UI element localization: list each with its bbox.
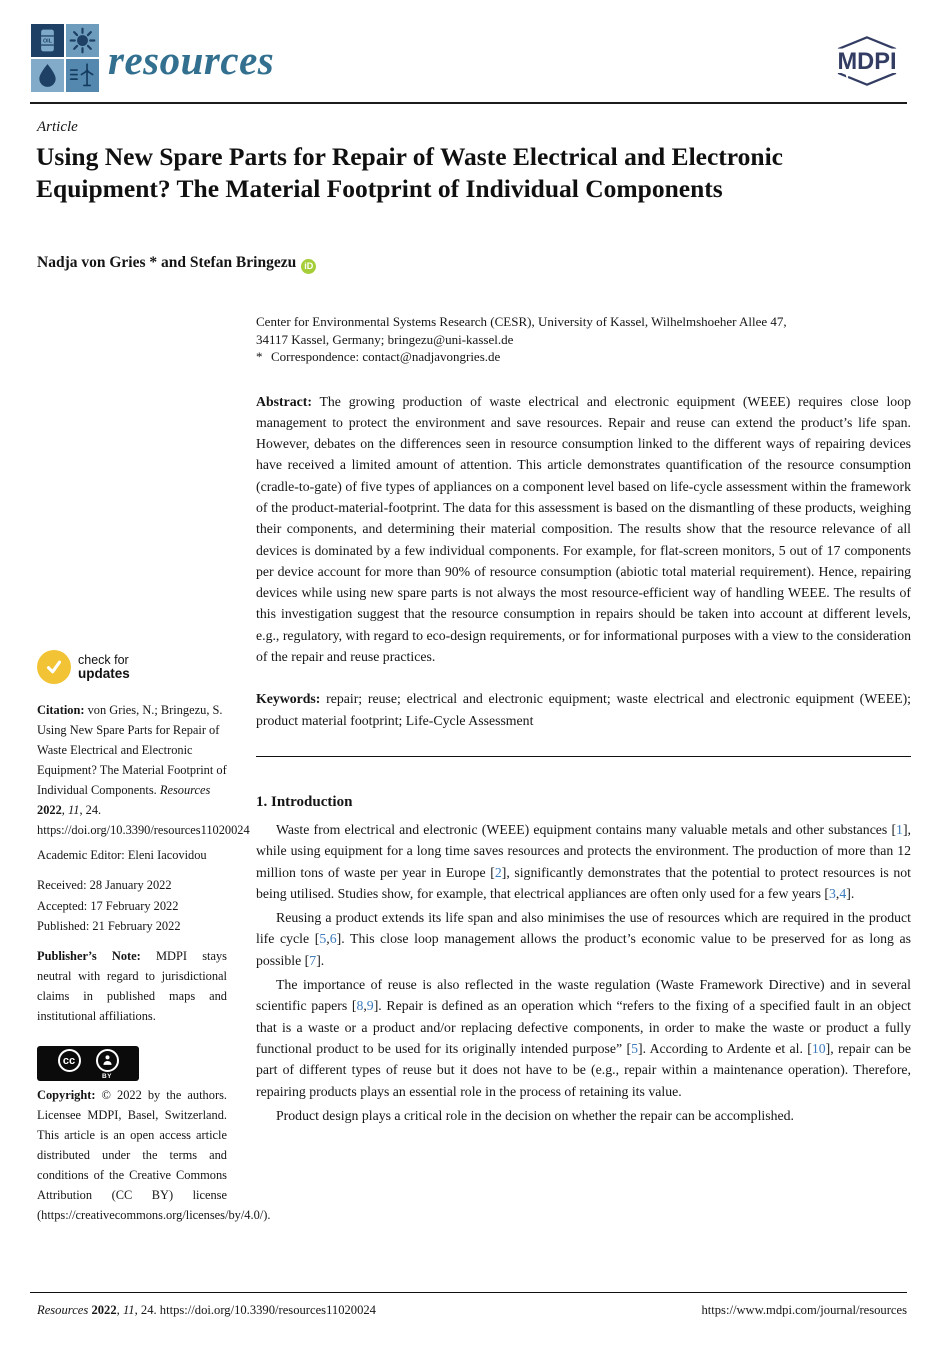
checkmark-icon — [37, 650, 71, 684]
copyright-label: Copyright: — [37, 1088, 96, 1102]
correspondence-marker: * — [256, 349, 263, 364]
affiliation-line-2: 34117 Kassel, Germany; bringezu@uni-kassel.de — [256, 331, 514, 347]
history-dates — [37, 875, 227, 937]
person-icon — [96, 1049, 119, 1072]
publishers-note-label: Publisher’s Note: — [37, 949, 141, 963]
intro-paragraph-1: Waste from electrical and electronic (WEEE) equipment contains many valuable metals and other substances [1], while using equipment for a long time saves resources and protects the environment. The production of more than 12 million tons of waste per year in Europe [2], significantly demonstrates that the potential to protect resources is not being utilised. Studies show, for example, that electrical appliances are often only used for a few years [3,4]. — [256, 821, 911, 901]
article-type-label: Article — [37, 119, 78, 135]
mdpi-logo[interactable] — [825, 32, 909, 90]
journal-name: resources — [108, 37, 275, 83]
intro-paragraph-4: Product design plays a critical role in the decision on whether the repair can be accomplished. — [276, 1107, 794, 1123]
svg-text:OIL: OIL — [42, 38, 53, 45]
footer-divider — [30, 1292, 907, 1293]
authors-line — [37, 254, 316, 274]
keywords-label: Keywords: — [256, 691, 321, 707]
copyright-block: Copyright: © 2022 by the authors. Licensee MDPI, Basel, Switzerland. This article is an open access article distributed under the terms and conditions of the Creative Commons Attribution (CC BY) license (https://creativecommons.org/licenses/by/4.0/). — [37, 1088, 271, 1222]
citation-journal: Resources — [159, 783, 211, 797]
footer-journal-url[interactable]: https://www.mdpi.com/journal/resources — [701, 1303, 907, 1317]
wind-turbine-icon — [66, 59, 99, 92]
keywords-text: repair; reuse; electrical and electronic equipment; waste electrical and electronic equipment (WEEE); product material footprint; Life-Cycle Assessment — [256, 691, 911, 728]
water-drop-icon — [31, 59, 64, 92]
oil-barrel-icon — [31, 24, 64, 57]
published-line: Published: 21 February 2022 — [37, 919, 181, 933]
sun-icon — [66, 24, 99, 57]
abstract-text: The growing production of waste electrical and electronic equipment (WEEE) requires close loop management to protect the environment and save resources. Repair and reuse can extend the product’s life span. However, debates on the differences seen in resource consumption linked to the different ways of repairing devices have received a limited amount of attention. This article demonstrates quantification of the resource consumption (cradle-to-gate) of five types of appliances on a component level based on life-cycle assessment within the framework of the product-material-footprint. The data for this assessment is based on the dismantling of these products, weighing their components, and determining their material composition. The results show that the resource relevance of all devices is dominated by a few individual components. For example, for flat-screen monitors, 5 out of 17 components per device account for more than 90% of resource consumption (abiotic total material requirement). Hence, repairing devices while using new spare parts is not always the most resource-efficient way of handling WEEE. The results of this investigation suggest that the resource consumption in repairs should be taken into account at different levels, e.g., regulatory, with regard to eco-design requirements, or for informational purposes with a view to the consideration of the repair and reuse practices. — [256, 393, 912, 665]
journal-logo[interactable] — [31, 24, 99, 92]
svg-text:MDPI: MDPI — [837, 48, 897, 75]
section-divider — [256, 756, 911, 757]
correspondence-line — [256, 348, 911, 366]
intro-paragraph-2: Reusing a product extends its life span and also minimises the use of resources which are required in the product life cycle [5,6]. This close loop management allows the product’s economic value to be preserved for as long as possible [7]. — [256, 910, 912, 968]
introduction-heading: 1. Introduction — [256, 793, 353, 810]
keywords-section — [256, 688, 911, 731]
intro-paragraph-3: The importance of reuse is also reflected in the waste regulation (Waste Framework Directive) and in several scientific papers [8,9]. Repair is defined as an operation which “refers to the fixing of a specified fault in an object that is a waste or a product and/or replacing defective components, in order to make the waste or product a fully functional product to be used for its originally intended purpose” [5]. According to Ardente et al. [10], repair can be part of different types of reuse but it does not have to be (e.g., repair within a maintenance operation). Therefore, repairing products plays an essential role in the process of retaining its value. — [256, 977, 911, 1099]
correspondence-text: Correspondence: contact@nadjavongries.de — [271, 349, 501, 364]
check-for-updates-label: check for updates — [78, 652, 130, 681]
citation-doi-link[interactable]: , 24. https://doi.org/10.3390/resources11020024 — [37, 803, 250, 837]
cc-license-badge[interactable] — [37, 1046, 139, 1081]
footer-citation[interactable]: Resources 2022, 11, 24. https://doi.org/10.3390/resources11020024 — [37, 1303, 376, 1317]
author-names: Nadja von Gries * and Stefan Bringezu — [37, 254, 297, 271]
affiliation-line-1: Center for Environmental Systems Research (CESR), University of Kassel, Wilhelmshoeher Allee 47, — [256, 314, 787, 329]
received-line: Received: 28 January 2022 — [37, 878, 172, 892]
footer-doi-link[interactable]: , 24. https://doi.org/10.3390/resources11020024 — [134, 1303, 376, 1317]
citation-block: Citation: von Gries, N.; Bringezu, S. Using New Spare Parts for Repair of Waste Electrical and Electronic Equipment? The Material Footprint of Individual Components. Resources 2022, 11, 24. https://doi.org/10.3390/resources11020024 — [37, 703, 250, 837]
academic-editor-line: Academic Editor: Eleni Iacovidou — [37, 848, 207, 862]
citation-label: Citation: — [37, 703, 85, 717]
abstract-label: Abstract: — [256, 393, 312, 409]
cc-icon: cc — [58, 1049, 81, 1072]
accepted-line: Accepted: 17 February 2022 — [37, 898, 179, 913]
publishers-note: Publisher’s Note: MDPI stays neutral with regard to jurisdictional claims in published maps and institutional affiliations. — [37, 949, 227, 1023]
abstract-section — [256, 391, 911, 668]
check-for-updates-badge[interactable] — [37, 650, 130, 684]
page-title: Using New Spare Parts for Repair of Waste Electrical and Electronic Equipment? The Material Footprint of Individual Components — [36, 142, 783, 203]
orcid-icon[interactable]: iD — [301, 259, 316, 274]
header-divider — [30, 102, 907, 104]
introduction-section — [256, 794, 911, 1126]
cc-by-label: BY — [101, 1073, 113, 1080]
main-column — [256, 313, 911, 1126]
